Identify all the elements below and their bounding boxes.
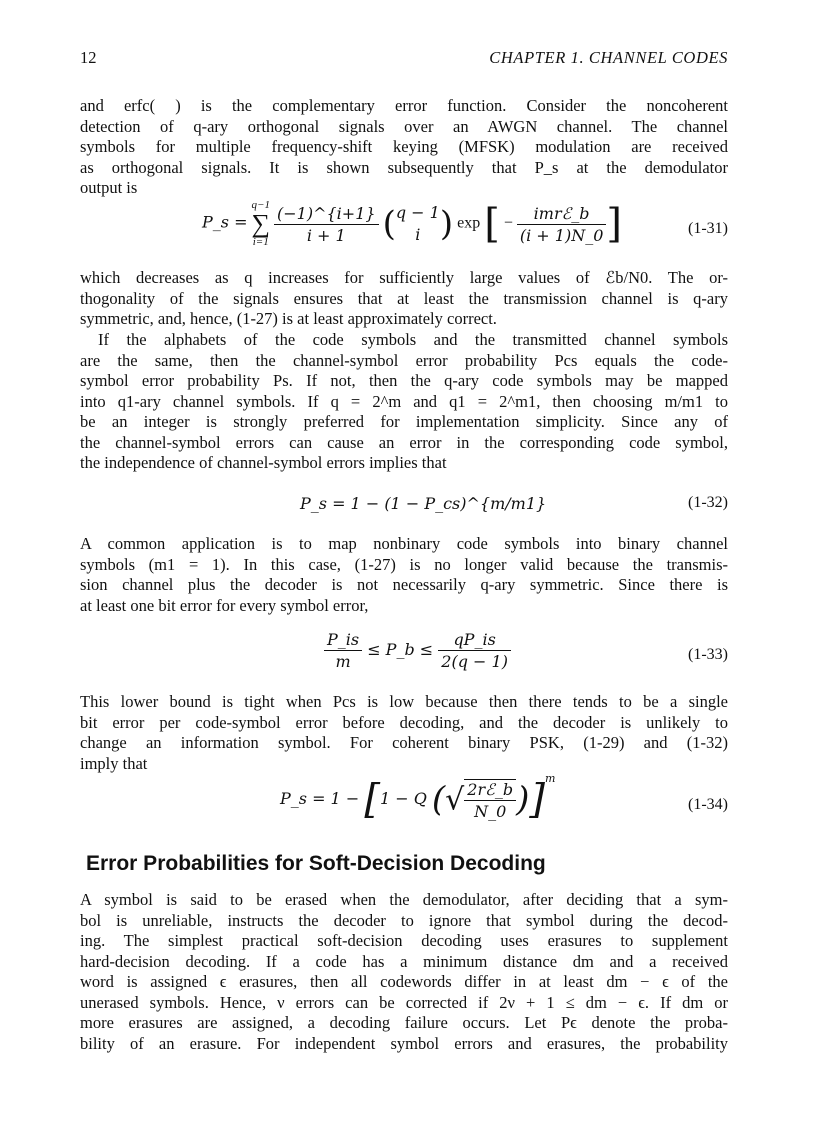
sum-symbol: q−1 ∑ i=1: [251, 199, 271, 248]
text-line: symmetric, and, hence, (1-27) is at least approximately correct.: [80, 309, 497, 328]
lower-bound-fraction: $\frac{P\_is}{m}$: [324, 630, 362, 671]
text-line: This lower bound is tight when Pcs is low because then there tends to be a single: [80, 692, 728, 711]
eq-fraction: $\frac{(-1)\^{}\{i+1\}}{i + 1}$: [274, 204, 379, 245]
paragraph-orthogonality: [80, 268, 728, 330]
paragraph-lower-bound: [80, 692, 728, 774]
chapter-title: CHAPTER 1. CHANNEL CODES: [489, 48, 728, 67]
text-line: ing. The simplest practical soft-decision decoding uses erasures to supplement: [80, 931, 728, 950]
text-line: hard-decision decoding. If a code has a minimum distance dm and a received: [80, 951, 728, 971]
equation-1-32: [80, 494, 728, 518]
text-line: are the same, then the channel-symbol error probability Pcs equals the code-: [80, 350, 728, 370]
text-line: which decreases as q increases for sufficiently large values of ℰb/N0. The or-: [80, 268, 728, 287]
text-line: A common application is to map nonbinary code symbols into binary channel: [80, 534, 728, 553]
text-line: change an information symbol. For coherent binary PSK, (1-29) and (1-32): [80, 733, 728, 752]
text-line: thogonality of the signals ensures that at least the transmission channel is q-ary: [80, 288, 728, 308]
text-line: symbol error probability Ps. If not, then the q-ary code symbols may be mapped: [80, 371, 728, 390]
text-line: be an integer is strongly preferred for implementation simplicity. Since any of: [80, 412, 728, 431]
eq-lhs: P_s =: [202, 212, 248, 232]
upper-bound-fraction: $\frac{qP\_is}{2(q - 1)}$: [438, 630, 511, 671]
text-line: at least one bit error for every symbol error,: [80, 595, 369, 615]
text-line: A symbol is said to be erased when the demodulator, after deciding that a sym-: [80, 890, 728, 909]
text-line: word is assigned ϵ erasures, then all codewords differ in at least dm − ϵ of the: [80, 972, 728, 991]
running-header: [80, 48, 728, 70]
text-line: imply that: [80, 753, 148, 773]
paragraph-alphabets: [80, 330, 728, 474]
eq-lhs: P_s = 1 −: [280, 789, 360, 808]
eq-expression: P_s = 1 − (1 − P_cs)^{m/m1}: [300, 494, 547, 513]
inequality: ≤ P_b ≤: [367, 640, 434, 659]
text-line: into q1-ary channel symbols. If q = 2^m and q1 = 2^m1, then choosing m/m1 to: [80, 391, 728, 411]
text-line: unerased symbols. Hence, ν errors can be corrected if 2ν + 1 ≤ dm − ϵ. If dm or: [80, 992, 728, 1012]
equation-1-34: P_s = 1 − [1 − Q (√ $\frac{\text{2rℰ\_b}}{N\_0}$ )]$^m$ (1-34): [280, 772, 728, 823]
paragraph-intro: [80, 96, 728, 199]
paragraph-erasures: [80, 890, 728, 1054]
text-line: symbols (m1 = 1). In this case, (1-27) is no longer valid because the transmis-: [80, 554, 728, 574]
eq-power: m: [544, 772, 556, 785]
section-heading: Error Probabilities for Soft-Decision Decoding: [86, 852, 546, 875]
equation-label: (1-33): [688, 646, 728, 663]
equation-label: (1-32): [688, 494, 728, 511]
binomial: q − 1 i: [395, 203, 440, 244]
text-line: output is: [80, 178, 138, 197]
page-number: 12: [80, 48, 97, 67]
text-line: detection of q-ary orthogonal signals over an AWGN channel. The channel: [80, 116, 728, 136]
text-line: symbols for multiple frequency-shift keying (MFSK) modulation are received: [80, 137, 728, 156]
text-line: as orthogonal signals. It is shown subsequently that P_s at the demodulator: [80, 157, 728, 177]
paragraph-application: [80, 534, 728, 616]
equation-label: (1-34): [688, 796, 728, 813]
equation-label: (1-31): [688, 220, 728, 237]
text-line: the channel-symbol errors can cause an error in the corresponding code symbol,: [80, 432, 728, 452]
text-line: the independence of channel-symbol errors implies that: [80, 453, 447, 472]
text-line: and erfc( ) is the complementary error function. Consider the noncoherent: [80, 96, 728, 115]
exp-function: exp: [457, 214, 481, 232]
square-root: √ $\frac{\text{2rℰ\_b}}{N\_0}$: [445, 779, 516, 821]
equation-1-31: P_s = q−1 ∑ i=1 $\frac{(-1)\^{}\{i+1\}}{i + 1}$ ( q − 1 i ) exp [ − $\frac{\text{imrℰ\_b}}{(i + 1)N\_0}$ ] (1-31): [202, 199, 728, 248]
text-line: more erasures are assigned, a decoding failure occurs. Let Pϵ denote the proba-: [80, 1013, 728, 1032]
equation-1-33: [80, 630, 728, 680]
text-line: If the alphabets of the code symbols and the transmitted channel symbols: [98, 330, 728, 349]
text-line: bit error per code-symbol error before decoding, and the decoder is unlikely to: [80, 712, 728, 732]
exp-fraction: $\frac{\text{imrℰ\_b}}{(i + 1)N\_0}$: [517, 204, 607, 245]
text-line: sion channel plus the decoder is not necessarily q-ary symmetric. Since there is: [80, 575, 728, 594]
eq-inner: 1 − Q: [379, 789, 427, 808]
text-line: bol is unreliable, instructs the decoder to ignore that symbol during the decod-: [80, 910, 728, 930]
text-line: bility of an erasure. For independent symbol errors and erasures, the probability: [80, 1033, 728, 1053]
